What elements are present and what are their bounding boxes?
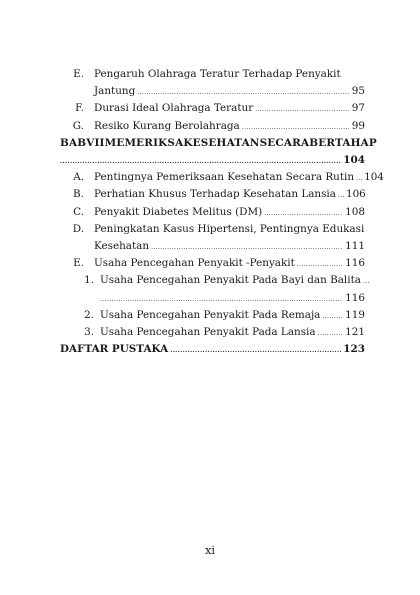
toc-subentry-number: 3. bbox=[84, 326, 94, 339]
toc-entry-e-olahraga-line1 bbox=[60, 66, 365, 83]
toc-entry-letter: D. bbox=[72, 222, 84, 235]
toc-subentry-page: 119 bbox=[345, 308, 365, 321]
toc-entry-title: DAFTAR PUSTAKA bbox=[60, 343, 169, 356]
toc-subentry-page: 121 bbox=[345, 326, 365, 339]
chapter-word: KESEHATAN bbox=[183, 136, 260, 149]
toc-leader-dots bbox=[151, 245, 343, 251]
toc-entry-title-cont: Kesehatan bbox=[94, 240, 150, 253]
chapter-word: BAB bbox=[60, 136, 87, 149]
toc-entry-page: 95 bbox=[351, 85, 365, 98]
toc-entry-e-olahraga-line2 bbox=[60, 83, 365, 100]
chapter-word: SECARA bbox=[259, 136, 310, 149]
toc-entry-c-diabetes bbox=[60, 204, 365, 221]
toc-entry-a-pemeriksaan bbox=[60, 169, 384, 186]
toc-subentry-title: Usaha Pencegahan Penyakit Pada Lansia bbox=[100, 326, 316, 339]
toc-leader-dots bbox=[100, 297, 343, 303]
toc-chapter-page-line bbox=[60, 152, 365, 169]
toc-entry-page: 123 bbox=[343, 343, 365, 356]
toc-subentry-number: 2. bbox=[84, 308, 94, 321]
toc-entry-page: 104 bbox=[364, 171, 384, 184]
toc-entry-title: Penyakit Diabetes Melitus (DM) bbox=[94, 205, 263, 218]
toc-entry-title: Pentingnya Pemeriksaan Kesehatan Secara Rutin bbox=[94, 171, 355, 184]
toc-leader-dots bbox=[264, 211, 343, 217]
toc-entry-letter: B. bbox=[73, 188, 84, 201]
toc-entry-e-pencegahan bbox=[60, 255, 365, 272]
toc-leader-dots bbox=[60, 159, 341, 165]
toc-leader-dots bbox=[297, 262, 343, 268]
toc-subentry-page: 116 bbox=[345, 291, 365, 304]
toc-entry-title: Durasi Ideal Olahraga Teratur bbox=[94, 102, 254, 115]
toc-subentry-1-bayi-line1 bbox=[60, 272, 365, 289]
toc-entry-title: Peningkatan Kasus Hipertensi, Pentingnya Edukasi bbox=[94, 222, 365, 235]
chapter-word: VII bbox=[86, 136, 105, 149]
toc-leader-dots bbox=[170, 348, 341, 354]
toc-chapter-heading bbox=[60, 135, 377, 152]
toc-entry-letter: E. bbox=[73, 257, 84, 270]
toc-leader-dots bbox=[255, 107, 350, 113]
toc-entry-title: Perhatian Khusus Terhadap Kesehatan Lansia bbox=[94, 188, 336, 201]
toc-entry-g-resiko bbox=[60, 118, 365, 135]
toc-leader-dots bbox=[322, 314, 343, 320]
toc-entry-page: 99 bbox=[351, 119, 365, 132]
toc-subentry-title: Usaha Pencegahan Penyakit Pada Bayi dan Balita bbox=[100, 274, 361, 287]
toc-leader-dots bbox=[242, 125, 350, 131]
toc-entry-title: Resiko Kurang Berolahraga bbox=[94, 119, 240, 132]
page-number: xi bbox=[205, 544, 215, 557]
toc-subentry-title: Usaha Pencegahan Penyakit Pada Remaja bbox=[100, 308, 321, 321]
toc-entry-page: 116 bbox=[345, 257, 365, 270]
toc-subentry-number: 1. bbox=[84, 274, 94, 287]
toc-entry-page: 106 bbox=[345, 188, 366, 201]
toc-entry-letter: C. bbox=[73, 205, 84, 218]
toc-leader-dots bbox=[338, 193, 344, 199]
toc-leader-dots bbox=[356, 176, 362, 182]
toc-entry-f-durasi bbox=[60, 100, 365, 117]
toc-entry-page: 111 bbox=[345, 240, 365, 253]
chapter-word: MEMERIKSA bbox=[104, 136, 184, 149]
toc-subentry-1-bayi-line2 bbox=[60, 290, 365, 307]
toc-entry-letter: F. bbox=[75, 102, 84, 115]
toc-chapter-page: 104 bbox=[343, 154, 365, 167]
toc-leader-dots bbox=[318, 331, 344, 337]
toc-leader-dots bbox=[363, 279, 369, 285]
toc-entry-d-hipertensi-line2 bbox=[60, 238, 365, 255]
toc-entry-title: Pengaruh Olahraga Teratur Terhadap Penyakit bbox=[94, 68, 341, 80]
toc-entry-title-cont: Jantung bbox=[94, 85, 136, 98]
toc-entry-page: 97 bbox=[351, 102, 365, 115]
toc-entry-letter: E. bbox=[73, 68, 84, 80]
table-of-contents bbox=[60, 66, 384, 358]
toc-leader-dots bbox=[137, 90, 350, 96]
toc-entry-letter: G. bbox=[72, 119, 84, 132]
toc-entry-letter: A. bbox=[73, 171, 84, 184]
toc-entry-d-hipertensi-line1 bbox=[60, 221, 365, 238]
toc-subentry-3-lansia bbox=[60, 324, 365, 341]
toc-entry-daftar-pustaka bbox=[60, 341, 365, 358]
toc-entry-page: 108 bbox=[345, 205, 365, 218]
toc-entry-title: Usaha Pencegahan Penyakit -Penyakit bbox=[94, 257, 295, 270]
chapter-word: BERTAHAP bbox=[309, 136, 377, 149]
toc-subentry-2-remaja bbox=[60, 307, 365, 324]
toc-entry-b-lansia bbox=[60, 186, 365, 203]
